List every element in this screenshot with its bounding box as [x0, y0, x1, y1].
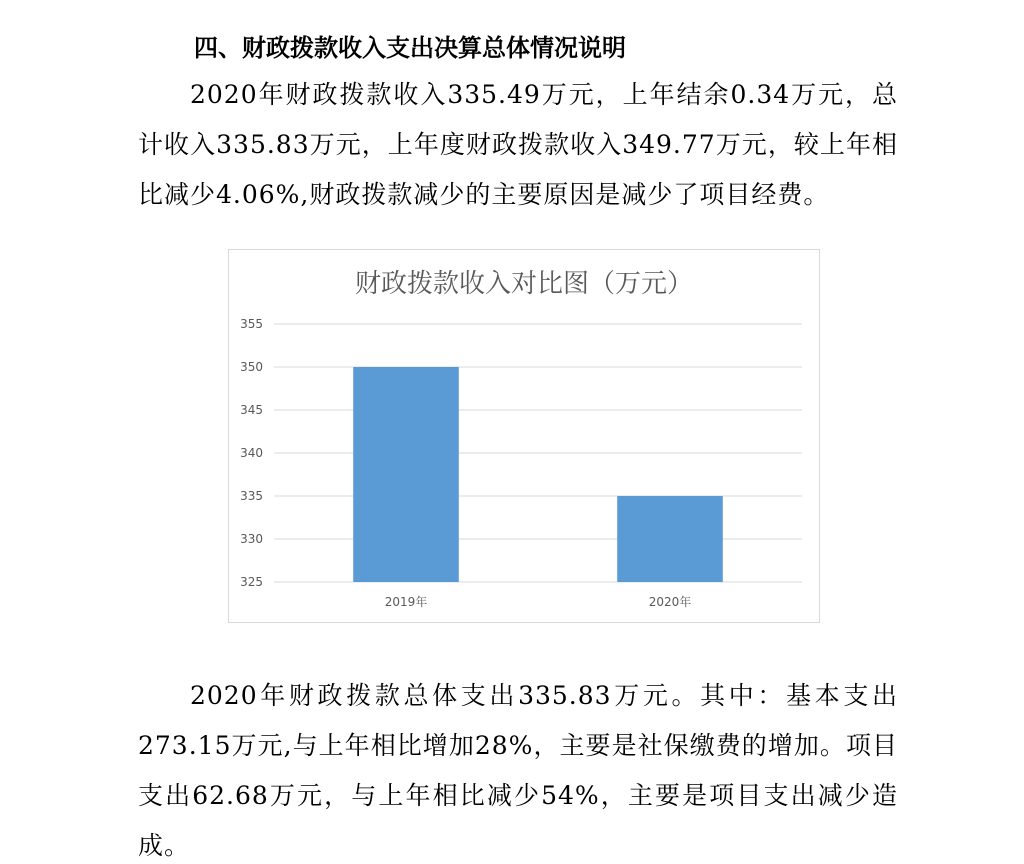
- x-tick-label: 2020年: [648, 595, 692, 609]
- y-tick-label: 345: [240, 403, 263, 417]
- chart-title: 财政拨款收入对比图（万元）: [354, 269, 694, 299]
- income-comparison-chart: [228, 249, 820, 623]
- y-tick-label: 340: [240, 446, 263, 460]
- x-axis-ticks: [385, 594, 692, 609]
- section-heading: 四、财政拨款收入支出决算总体情况说明: [194, 34, 626, 62]
- bar: [617, 496, 723, 582]
- y-tick-label: 355: [240, 317, 263, 331]
- y-tick-label: 330: [240, 532, 263, 546]
- bar: [353, 367, 459, 582]
- x-tick-label: 2019年: [384, 595, 428, 609]
- y-tick-label: 350: [240, 360, 263, 374]
- bars: [353, 367, 723, 582]
- y-axis-ticks: [240, 317, 263, 589]
- paragraph-income: 2020年财政拨款收入335.49万元，上年结余0.34万元，总计收入335.83万元，上年度财政拨款收入349.77万元，较上年相比减少4.06%,财政拨款减少的主要原因是减少了项目经费。: [138, 80, 898, 209]
- y-tick-label: 325: [240, 575, 263, 589]
- chart-svg: [229, 250, 819, 622]
- paragraph-expenditure: 2020年财政拨款总体支出335.83万元。其中：基本支出273.15万元,与上年相比增加28%，主要是社保缴费的增加。项目支出62.68万元，与上年相比减少54%，主要是项目支出减少造成。: [138, 681, 898, 860]
- y-tick-label: 335: [240, 489, 263, 503]
